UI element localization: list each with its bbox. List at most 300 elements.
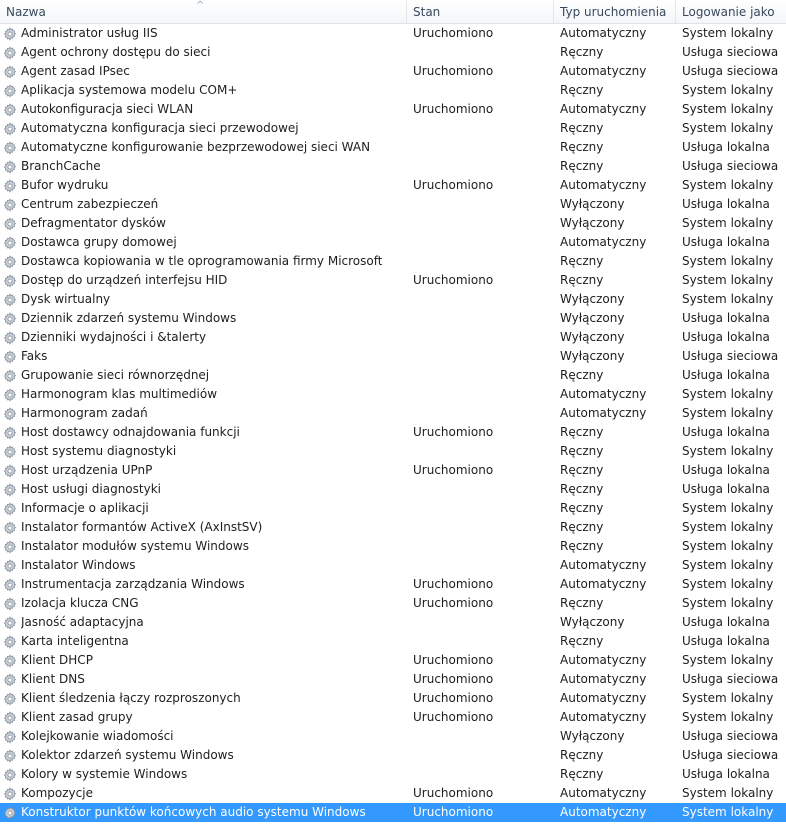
gear-icon — [3, 65, 17, 79]
service-state: Uruchomiono — [413, 26, 494, 40]
service-logon-as: System lokalny — [682, 273, 774, 287]
service-state — [407, 138, 554, 157]
service-logon-as: System lokalny — [682, 406, 774, 420]
service-name-cell — [0, 689, 407, 708]
service-name: Grupowanie sieci równorzędnej — [21, 368, 210, 382]
table-row[interactable] — [0, 195, 786, 214]
service-logon-as: System lokalny — [682, 121, 774, 135]
service-name: Jasność adaptacyjna — [21, 615, 144, 629]
service-logon-as: Usługa lokalna — [682, 140, 770, 154]
service-name-cell — [0, 81, 407, 100]
gear-icon — [3, 749, 17, 763]
column-header-state[interactable]: Stan — [407, 0, 554, 23]
gear-icon — [3, 445, 17, 459]
service-name: BranchCache — [21, 159, 101, 173]
table-row[interactable] — [0, 803, 786, 822]
gear-icon — [3, 122, 17, 136]
service-name-cell — [0, 518, 407, 537]
service-logon-as: Usługa lokalna — [682, 482, 770, 496]
service-logon-as: System lokalny — [682, 577, 774, 591]
table-row[interactable] — [0, 62, 786, 81]
table-row[interactable] — [0, 138, 786, 157]
service-startup-type: Ręczny — [560, 748, 604, 762]
service-startup-type: Ręczny — [560, 45, 604, 59]
service-state: Uruchomiono — [413, 805, 494, 819]
service-state: Uruchomiono — [413, 672, 494, 686]
service-name-cell — [0, 670, 407, 689]
table-row[interactable] — [0, 727, 786, 746]
gear-icon — [3, 46, 17, 60]
service-name: Klient śledzenia łączy rozproszonych — [21, 691, 241, 705]
service-name: Dostęp do urządzeń interfejsu HID — [21, 273, 228, 287]
table-row[interactable] — [0, 556, 786, 575]
service-name: Kolektor zdarzeń systemu Windows — [21, 748, 234, 762]
service-name: Host usługi diagnostyki — [21, 482, 161, 496]
service-logon-as: System lokalny — [682, 558, 774, 572]
gear-icon — [3, 103, 17, 117]
sort-ascending-icon: ^ — [196, 0, 205, 11]
service-logon-as: Usługa sieciowa — [682, 159, 779, 173]
gear-icon — [3, 426, 17, 440]
service-startup-type: Wyłączony — [560, 311, 625, 325]
service-name-cell — [0, 632, 407, 651]
gear-icon — [3, 141, 17, 155]
service-name: Agent ochrony dostępu do sieci — [21, 45, 211, 59]
service-logon-as: Usługa sieciowa — [682, 349, 779, 363]
service-name-cell — [0, 499, 407, 518]
service-state — [407, 157, 554, 176]
service-state — [407, 290, 554, 309]
service-state — [407, 499, 554, 518]
service-startup-type: Ręczny — [560, 368, 604, 382]
service-logon-as: Usługa lokalna — [682, 767, 770, 781]
table-row[interactable] — [0, 765, 786, 784]
service-startup-type: Ręczny — [560, 482, 604, 496]
gear-icon — [3, 255, 17, 269]
service-state — [407, 119, 554, 138]
service-name: Harmonogram zadań — [21, 406, 148, 420]
table-row[interactable] — [0, 176, 786, 195]
service-name: Faks — [21, 349, 48, 363]
gear-icon — [3, 730, 17, 744]
column-header-startup-type[interactable]: Typ uruchomienia — [554, 0, 676, 23]
service-state — [407, 81, 554, 100]
gear-icon — [3, 331, 17, 345]
service-startup-type: Ręczny — [560, 254, 604, 268]
table-row[interactable] — [0, 499, 786, 518]
service-state — [407, 214, 554, 233]
table-row[interactable] — [0, 404, 786, 423]
gear-icon — [3, 597, 17, 611]
gear-icon — [3, 654, 17, 668]
service-state — [407, 404, 554, 423]
service-startup-type: Automatyczny — [560, 577, 647, 591]
service-startup-type: Wyłączony — [560, 292, 625, 306]
service-state: Uruchomiono — [413, 577, 494, 591]
gear-icon — [3, 350, 17, 364]
gear-icon — [3, 388, 17, 402]
service-name: Klient zasad grupy — [21, 710, 133, 724]
gear-icon — [3, 483, 17, 497]
service-name-cell — [0, 461, 407, 480]
service-startup-type: Ręczny — [560, 121, 604, 135]
service-logon-as: System lokalny — [682, 292, 774, 306]
gear-icon — [3, 559, 17, 573]
table-row[interactable] — [0, 461, 786, 480]
service-startup-type: Automatyczny — [560, 710, 647, 724]
service-startup-type: Automatyczny — [560, 26, 647, 40]
service-logon-as: System lokalny — [682, 254, 774, 268]
service-startup-type: Ręczny — [560, 520, 604, 534]
service-logon-as: Usługa sieciowa — [682, 64, 779, 78]
table-row[interactable] — [0, 784, 786, 803]
service-name: Dziennik zdarzeń systemu Windows — [21, 311, 237, 325]
gear-icon — [3, 198, 17, 212]
service-state: Uruchomiono — [413, 710, 494, 724]
service-name-cell — [0, 784, 407, 803]
service-startup-type: Ręczny — [560, 634, 604, 648]
service-state — [407, 518, 554, 537]
service-name: Dzienniki wydajności i &talerty — [21, 330, 207, 344]
service-startup-type: Ręczny — [560, 83, 604, 97]
service-logon-as: Usługa lokalna — [682, 615, 770, 629]
table-row[interactable] — [0, 252, 786, 271]
service-startup-type: Ręczny — [560, 501, 604, 515]
table-row[interactable] — [0, 328, 786, 347]
service-name: Dysk wirtualny — [21, 292, 111, 306]
gear-icon — [3, 692, 17, 706]
column-header-name[interactable]: ^ Nazwa — [0, 0, 407, 23]
gear-icon — [3, 540, 17, 554]
table-row[interactable] — [0, 43, 786, 62]
service-logon-as: System lokalny — [682, 520, 774, 534]
service-logon-as: Usługa lokalna — [682, 425, 770, 439]
service-logon-as: Usługa sieciowa — [682, 729, 779, 743]
table-row[interactable] — [0, 271, 786, 290]
service-name-cell — [0, 366, 407, 385]
column-header-logon-as[interactable]: Logowanie jako — [682, 5, 775, 19]
service-logon-as: Usługa lokalna — [682, 368, 770, 382]
service-name-cell — [0, 290, 407, 309]
service-state: Uruchomiono — [413, 786, 494, 800]
service-state — [407, 385, 554, 404]
table-row[interactable] — [0, 290, 786, 309]
table-row[interactable] — [0, 81, 786, 100]
service-logon-as: System lokalny — [682, 26, 774, 40]
table-row[interactable] — [0, 366, 786, 385]
table-row[interactable] — [0, 309, 786, 328]
service-startup-type: Ręczny — [560, 159, 604, 173]
service-logon-as: System lokalny — [682, 83, 774, 97]
table-row[interactable] — [0, 423, 786, 442]
service-name: Klient DHCP — [21, 653, 93, 667]
table-row[interactable] — [0, 233, 786, 252]
service-startup-type: Automatyczny — [560, 178, 647, 192]
service-name: Agent zasad IPsec — [21, 64, 130, 78]
service-startup-type: Ręczny — [560, 539, 604, 553]
gear-icon — [3, 521, 17, 535]
table-row[interactable] — [0, 689, 786, 708]
table-row[interactable] — [0, 613, 786, 632]
service-state — [407, 309, 554, 328]
service-startup-type: Ręczny — [560, 767, 604, 781]
table-row[interactable] — [0, 518, 786, 537]
service-name-cell — [0, 594, 407, 613]
service-name-cell — [0, 651, 407, 670]
service-state — [407, 746, 554, 765]
service-startup-type: Ręczny — [560, 444, 604, 458]
service-state: Uruchomiono — [413, 273, 494, 287]
service-name: Administrator usług IIS — [21, 26, 158, 40]
service-startup-type: Automatyczny — [560, 64, 647, 78]
table-row[interactable] — [0, 214, 786, 233]
service-state: Uruchomiono — [413, 463, 494, 477]
table-row[interactable] — [0, 537, 786, 556]
service-name-cell — [0, 157, 407, 176]
service-logon-as: Usługa lokalna — [682, 311, 770, 325]
service-name-cell — [0, 803, 407, 822]
service-startup-type: Wyłączony — [560, 729, 625, 743]
list-header — [0, 0, 786, 24]
service-state — [407, 480, 554, 499]
service-name-cell — [0, 214, 407, 233]
service-name: Karta inteligentna — [21, 634, 129, 648]
service-name-cell — [0, 575, 407, 594]
service-name-cell — [0, 556, 407, 575]
service-logon-as: System lokalny — [682, 596, 774, 610]
table-row[interactable] — [0, 24, 786, 43]
service-startup-type: Automatyczny — [560, 235, 647, 249]
service-startup-type: Wyłączony — [560, 615, 625, 629]
service-startup-type: Automatyczny — [560, 387, 647, 401]
gear-icon — [3, 217, 17, 231]
service-startup-type: Automatyczny — [560, 672, 647, 686]
service-logon-as: Usługa lokalna — [682, 634, 770, 648]
gear-icon — [3, 274, 17, 288]
service-name: Informacje o aplikacji — [21, 501, 149, 515]
gear-icon — [3, 711, 17, 725]
table-row[interactable] — [0, 746, 786, 765]
service-name: Dostawca grupy domowej — [21, 235, 177, 249]
service-name-cell — [0, 309, 407, 328]
service-name: Instalator Windows — [21, 558, 136, 572]
service-startup-type: Ręczny — [560, 425, 604, 439]
service-name: Autokonfiguracja sieci WLAN — [21, 102, 194, 116]
service-name: Kolory w systemie Windows — [21, 767, 188, 781]
service-name: Harmonogram klas multimediów — [21, 387, 218, 401]
service-name: Defragmentator dysków — [21, 216, 166, 230]
gear-icon — [3, 616, 17, 630]
service-name: Konstruktor punktów końcowych audio systemu Windows — [21, 805, 366, 819]
service-name-cell — [0, 480, 407, 499]
service-startup-type: Automatyczny — [560, 102, 647, 116]
service-name: Kolejkowanie wiadomości — [21, 729, 174, 743]
service-logon-as: System lokalny — [682, 387, 774, 401]
table-row[interactable] — [0, 670, 786, 689]
service-logon-as: System lokalny — [682, 102, 774, 116]
service-name-cell — [0, 442, 407, 461]
service-state — [407, 537, 554, 556]
service-name: Instalator modułów systemu Windows — [21, 539, 249, 553]
service-startup-type: Automatyczny — [560, 558, 647, 572]
service-name-cell — [0, 24, 407, 43]
service-name-cell — [0, 423, 407, 442]
service-logon-as: Usługa sieciowa — [682, 45, 779, 59]
service-state — [407, 347, 554, 366]
service-name: Host systemu diagnostyki — [21, 444, 177, 458]
service-name: Dostawca kopiowania w tle oprogramowania firmy Microsoft — [21, 254, 383, 268]
table-row[interactable] — [0, 594, 786, 613]
service-logon-as: System lokalny — [682, 691, 774, 705]
service-state: Uruchomiono — [413, 178, 494, 192]
service-name-cell — [0, 328, 407, 347]
service-state: Uruchomiono — [413, 425, 494, 439]
service-logon-as: Usługa lokalna — [682, 330, 770, 344]
service-name-cell — [0, 43, 407, 62]
gear-icon — [3, 787, 17, 801]
service-logon-as: System lokalny — [682, 786, 774, 800]
service-state: Uruchomiono — [413, 102, 494, 116]
service-startup-type: Ręczny — [560, 140, 604, 154]
gear-icon — [3, 160, 17, 174]
service-logon-as: Usługa lokalna — [682, 463, 770, 477]
service-state — [407, 556, 554, 575]
service-name-cell — [0, 233, 407, 252]
service-name-cell — [0, 613, 407, 632]
service-startup-type: Automatyczny — [560, 786, 647, 800]
service-name: Bufor wydruku — [21, 178, 109, 192]
service-state — [407, 43, 554, 62]
service-logon-as: Usługa sieciowa — [682, 748, 779, 762]
gear-icon — [3, 312, 17, 326]
service-startup-type: Wyłączony — [560, 349, 625, 363]
service-name-cell — [0, 746, 407, 765]
service-name: Izolacja klucza CNG — [21, 596, 139, 610]
gear-icon — [3, 27, 17, 41]
service-state: Uruchomiono — [413, 653, 494, 667]
service-startup-type: Ręczny — [560, 273, 604, 287]
service-logon-as: Usługa sieciowa — [682, 672, 779, 686]
service-name-cell — [0, 62, 407, 81]
service-state — [407, 632, 554, 651]
service-state — [407, 613, 554, 632]
service-logon-as: System lokalny — [682, 710, 774, 724]
service-name: Automatyczna konfiguracja sieci przewodowej — [21, 121, 299, 135]
service-state: Uruchomiono — [413, 596, 494, 610]
service-name: Instalator formantów ActiveX (AxInstSV) — [21, 520, 263, 534]
gear-icon — [3, 179, 17, 193]
table-row[interactable] — [0, 575, 786, 594]
gear-icon — [3, 464, 17, 478]
table-row[interactable] — [0, 632, 786, 651]
service-logon-as: System lokalny — [682, 501, 774, 515]
service-state — [407, 442, 554, 461]
gear-icon — [3, 578, 17, 592]
table-row[interactable] — [0, 347, 786, 366]
table-row[interactable] — [0, 708, 786, 727]
service-logon-as: System lokalny — [682, 539, 774, 553]
service-startup-type: Wyłączony — [560, 330, 625, 344]
service-name: Kompozycje — [21, 786, 93, 800]
service-name: Instrumentacja zarządzania Windows — [21, 577, 245, 591]
service-name-cell — [0, 195, 407, 214]
gear-icon — [3, 673, 17, 687]
service-logon-as: System lokalny — [682, 216, 774, 230]
table-row[interactable] — [0, 385, 786, 404]
service-name-cell — [0, 100, 407, 119]
service-name: Aplikacja systemowa modelu COM+ — [21, 83, 238, 97]
service-startup-type: Wyłączony — [560, 216, 625, 230]
gear-icon — [3, 369, 17, 383]
service-startup-type: Automatyczny — [560, 691, 647, 705]
service-name-cell — [0, 119, 407, 138]
service-name: Host dostawcy odnajdowania funkcji — [21, 425, 240, 439]
service-startup-type: Ręczny — [560, 463, 604, 477]
service-logon-as: System lokalny — [682, 178, 774, 192]
service-logon-as: Usługa lokalna — [682, 197, 770, 211]
service-startup-type: Automatyczny — [560, 653, 647, 667]
service-logon-as: System lokalny — [682, 444, 774, 458]
service-state — [407, 328, 554, 347]
service-name: Automatyczne konfigurowanie bezprzewodowej sieci WAN — [21, 140, 371, 154]
service-state — [407, 727, 554, 746]
service-name: Klient DNS — [21, 672, 85, 686]
service-name-cell — [0, 708, 407, 727]
service-logon-as: System lokalny — [682, 805, 774, 819]
table-row[interactable] — [0, 100, 786, 119]
gear-icon — [3, 806, 17, 820]
gear-icon — [3, 84, 17, 98]
service-name-cell — [0, 385, 407, 404]
service-name-cell — [0, 176, 407, 195]
service-startup-type: Automatyczny — [560, 406, 647, 420]
table-row[interactable] — [0, 119, 786, 138]
table-row[interactable] — [0, 480, 786, 499]
gear-icon — [3, 236, 17, 250]
gear-icon — [3, 407, 17, 421]
gear-icon — [3, 502, 17, 516]
service-state — [407, 366, 554, 385]
service-name-cell — [0, 252, 407, 271]
service-state — [407, 765, 554, 784]
gear-icon — [3, 635, 17, 649]
service-name-cell — [0, 138, 407, 157]
service-name: Centrum zabezpieczeń — [21, 197, 159, 211]
service-name-cell — [0, 271, 407, 290]
gear-icon — [3, 768, 17, 782]
gear-icon — [3, 293, 17, 307]
service-logon-as: Usługa lokalna — [682, 235, 770, 249]
service-startup-type: Automatyczny — [560, 805, 647, 819]
table-row[interactable] — [0, 157, 786, 176]
service-startup-type: Ręczny — [560, 596, 604, 610]
service-logon-as: System lokalny — [682, 653, 774, 667]
service-name-cell — [0, 537, 407, 556]
service-rows — [0, 24, 786, 822]
service-state — [407, 252, 554, 271]
service-name-cell — [0, 404, 407, 423]
service-name-cell — [0, 765, 407, 784]
service-startup-type: Wyłączony — [560, 197, 625, 211]
service-state: Uruchomiono — [413, 691, 494, 705]
service-state — [407, 195, 554, 214]
service-state — [407, 233, 554, 252]
service-state: Uruchomiono — [413, 64, 494, 78]
service-name: Host urządzenia UPnP — [21, 463, 153, 477]
service-name-cell — [0, 347, 407, 366]
table-row[interactable] — [0, 651, 786, 670]
table-row[interactable] — [0, 442, 786, 461]
